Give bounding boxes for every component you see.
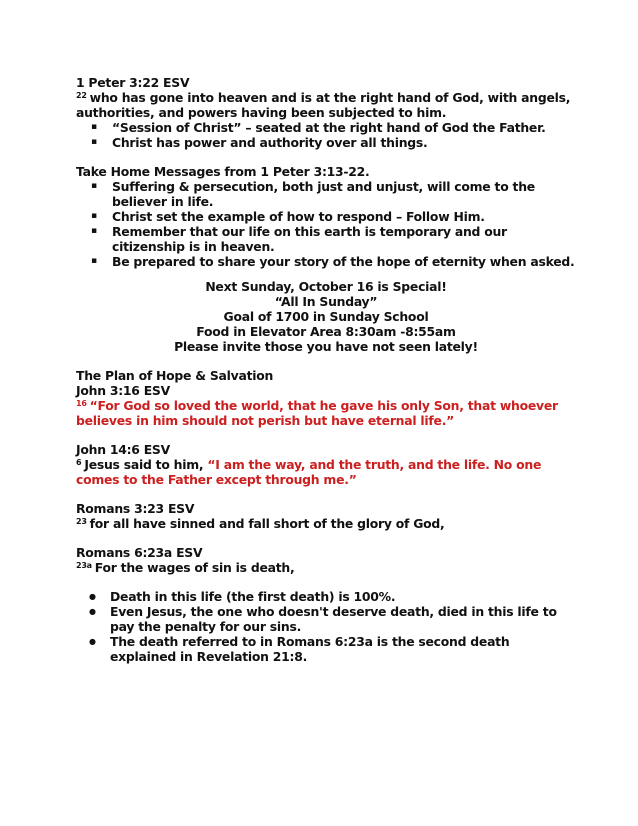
scripture-verse (76, 516, 576, 531)
verse-text: For the wages of sin is death, (94, 560, 295, 575)
announcement (76, 279, 576, 354)
verse-number: 6 (76, 458, 82, 467)
list-item: ▪ “Session of Christ” – seated at the right hand of God the Father. (76, 120, 576, 135)
verse-text: for all have sinned and fall short of the glory of God, (89, 516, 445, 531)
list-item: ▪ Remember that our life on this earth is temporary and our citizenship is in heaven. (76, 224, 576, 254)
verse-number: 16 (76, 399, 87, 408)
verse-lead: Jesus said to him, (84, 457, 208, 472)
scripture-reference: 1 Peter 3:22 ESV (76, 75, 190, 90)
list-item: ▪ Christ set the example of how to respond – Follow Him. (76, 209, 576, 224)
verse-text: who has gone into heaven and is at the right hand of God, with angels, authorities, and powers having been subjected to him. (76, 90, 571, 120)
list-item: ▪ Suffering & persecution, both just and unjust, will come to the believer in life. (76, 179, 576, 209)
list-item: ● Death in this life (the first death) is 100%. (76, 589, 576, 604)
scripture-reference: John 14:6 ESV (76, 442, 170, 457)
scripture-verse (76, 457, 576, 487)
list-item: ● The death referred to in Romans 6:23a is the second death explained in Revelation 21:8. (76, 634, 576, 664)
announcement-line: Goal of 1700 in Sunday School (223, 309, 429, 324)
list-item: ▪ Christ has power and authority over all things. (76, 135, 576, 150)
scripture-reference: Romans 6:23a ESV (76, 545, 203, 560)
bullet-list (76, 179, 576, 269)
announcement-line: Please invite those you have not seen lately! (174, 339, 478, 354)
section-heading: Take Home Messages from 1 Peter 3:13-22. (76, 164, 370, 179)
bullet-list (76, 120, 576, 150)
list-item: ● Even Jesus, the one who doesn't deserve death, died in this life to pay the penalty for our sins. (76, 604, 576, 634)
document-page (76, 75, 576, 664)
verse-text: “For God so loved the world, that he gave his only Son, that whoever believes in him should not perish but have eternal life.” (76, 398, 558, 428)
scripture-verse (76, 398, 576, 428)
scripture-reference: John 3:16 ESV (76, 383, 170, 398)
verse-number: 23a (76, 561, 92, 570)
scripture-verse (76, 90, 576, 120)
list-item: ▪ Be prepared to share your story of the hope of eternity when asked. (76, 254, 576, 269)
verse-number: 23 (76, 517, 87, 526)
verse-quote: “I am the way, and the truth, and the life. No one comes to the Father except through me.” (76, 457, 542, 487)
announcement-line: Next Sunday, October 16 is Special! (205, 279, 447, 294)
section-heading: The Plan of Hope & Salvation (76, 368, 274, 383)
announcement-line: “All In Sunday” (274, 294, 378, 309)
bullet-list (76, 589, 576, 664)
verse-number: 22 (76, 91, 87, 100)
scripture-verse (76, 560, 576, 575)
announcement-line: Food in Elevator Area 8:30am -8:55am (196, 324, 456, 339)
scripture-reference: Romans 3:23 ESV (76, 501, 195, 516)
